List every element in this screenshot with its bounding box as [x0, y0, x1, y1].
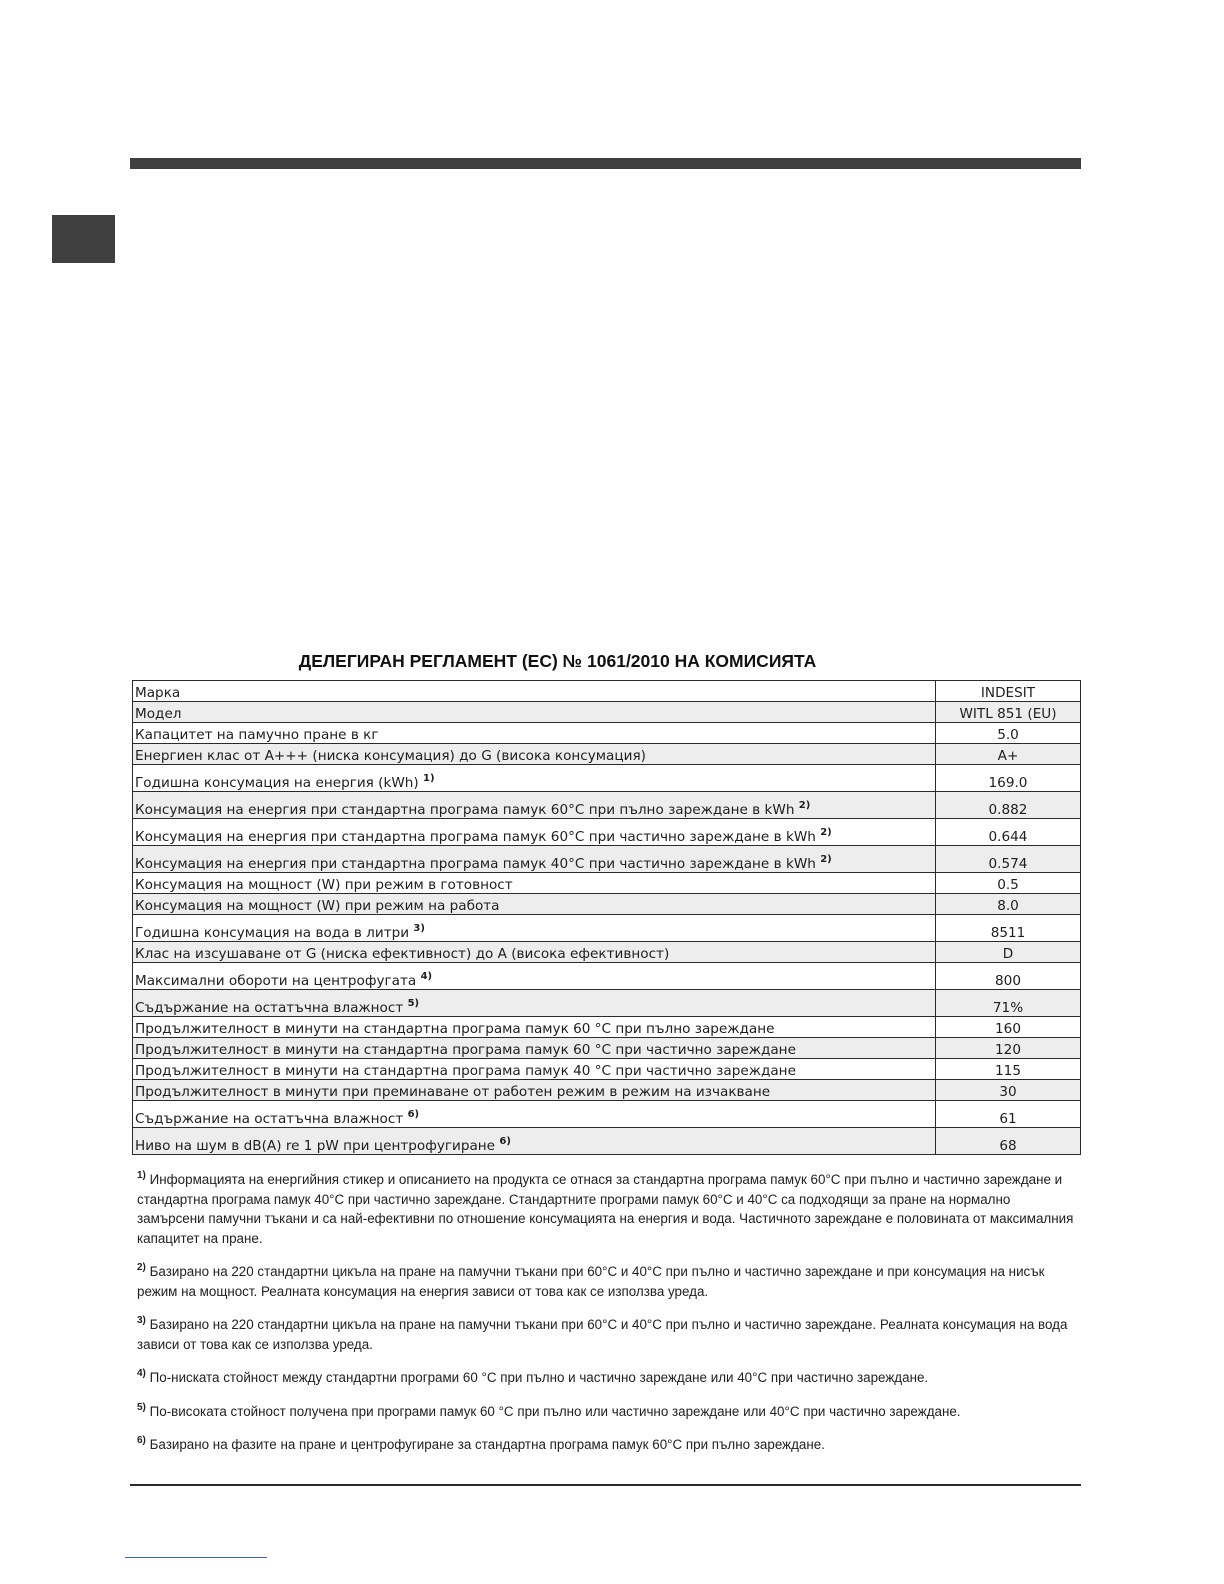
row-label-text: Марка — [135, 685, 181, 701]
footnote-ref: 5) — [407, 998, 420, 1009]
language-tab-marker — [52, 215, 115, 263]
row-value: 8.0 — [936, 894, 1081, 915]
table-row — [133, 1017, 1081, 1038]
row-value: A+ — [936, 744, 1081, 765]
table-row — [133, 819, 1081, 846]
footnote-ref: 2) — [820, 854, 832, 865]
table-row — [133, 894, 1081, 915]
footnote — [137, 1315, 1081, 1354]
row-label-text: Консумация на енергия при стандартна програма памук 40°C при частично зареждане в kWh — [135, 856, 816, 872]
footnote-ref: 6) — [407, 1109, 420, 1120]
row-label — [133, 846, 936, 873]
footnote-text: Базирано на 220 стандартни цикъла на пране на памучни тъкани при 60°C и 40°C при пълно и частично зареждане. Реалната консумация на вода зависи от това как се използва уреда. — [137, 1317, 1068, 1352]
row-value: 5.0 — [936, 723, 1081, 744]
row-label — [133, 792, 936, 819]
row-label-text: Ниво на шум в dB(A) re 1 pW при центрофугиране — [135, 1138, 496, 1154]
table-row — [133, 702, 1081, 723]
row-label — [133, 1101, 936, 1128]
row-label — [133, 915, 936, 942]
row-label-text: Клас на изсушаване от G (ниска ефективност) до A (висока ефективност) — [135, 946, 670, 962]
row-label — [133, 1017, 936, 1038]
row-label-text: Съдържание на остатъчна влажност — [135, 1000, 404, 1016]
footnote-ref: 3) — [413, 923, 425, 934]
table-row — [133, 873, 1081, 894]
row-value: 71% — [936, 990, 1081, 1017]
table-row — [133, 915, 1081, 942]
row-value: 169.0 — [936, 765, 1081, 792]
row-label-text: Годишна консумация на енергия (kWh) — [135, 775, 419, 791]
row-label — [133, 765, 936, 792]
row-label-text: Максимални обороти на центрофугата — [135, 973, 417, 989]
row-label-text: Продължителност в минути на стандартна програма памук 60 °C при частично зареждане — [135, 1042, 796, 1058]
table-row — [133, 1080, 1081, 1101]
row-label — [133, 894, 936, 915]
row-label — [133, 744, 936, 765]
footnote-text: Информацията на енергийния стикер и описанието на продукта се отнася за стандартна програма памук 60°C при пълно и частично зареждане и стандартна програма памук 40°C при частично зареждане. Стандартните програми памук 60°C и 40°C са подходящи за пране на нормално замърсени памучни тъкани и са най-ефективни по отношение консумацията на енергия и вода. Частичното зареждане е половината от максималния капацитет на пране. — [137, 1172, 1074, 1246]
row-label — [133, 702, 936, 723]
product-spec-table — [132, 680, 1081, 1155]
row-value: 8511 — [936, 915, 1081, 942]
row-value: 68 — [936, 1128, 1081, 1155]
footnote — [137, 1368, 1081, 1388]
footer-rule — [130, 1484, 1081, 1486]
header-rule — [130, 158, 1081, 169]
row-label — [133, 1038, 936, 1059]
footnote-text: Базирано на 220 стандартни цикъла на пране на памучни тъкани при 60°C и 40°C при пълно и частично зареждане и при консумация на нисък режим на мощност. Реалната консумация на енергия зависи от това как се използва уреда. — [137, 1264, 1045, 1299]
footnote-ref: 2) — [820, 827, 832, 838]
footnote-mark: 6) — [137, 1435, 146, 1446]
row-label-text: Консумация на енергия при стандартна програма памук 60°C при частично зареждане в kWh — [135, 829, 816, 845]
row-label-text: Енергиен клас от A+++ (ниска консумация) до G (висока консумация) — [135, 748, 646, 764]
table-row — [133, 963, 1081, 990]
footnote-mark: 1) — [137, 1170, 146, 1181]
row-label-text: Капацитет на памучно пране в кг — [135, 727, 379, 743]
footnote-text: Базирано на фазите на пране и центрофугиране за стандартна програма памук 60°C при пълно зареждане. — [149, 1437, 825, 1452]
row-label-text: Продължителност в минути при преминаване от работен режим в режим на изчакване — [135, 1084, 771, 1100]
footer-link-underline — [125, 1557, 267, 1558]
row-value: 0.882 — [936, 792, 1081, 819]
footnotes — [137, 1170, 1081, 1469]
footnote-text: По-ниската стойност между стандартни програми 60 °C при пълно и частично зареждане или 40°C при частично зареждане. — [149, 1370, 929, 1385]
row-label — [133, 873, 936, 894]
table-row — [133, 1038, 1081, 1059]
row-label — [133, 963, 936, 990]
row-label-text: Продължителност в минути на стандартна програма памук 40 °C при частично зареждане — [135, 1063, 796, 1079]
row-label-text: Консумация на мощност (W) при режим в готовност — [135, 877, 513, 893]
row-value: WITL 851 (EU) — [936, 702, 1081, 723]
row-value: 61 — [936, 1101, 1081, 1128]
row-value: 160 — [936, 1017, 1081, 1038]
footnote-ref: 6) — [499, 1136, 511, 1147]
row-label — [133, 723, 936, 744]
row-value: 0.644 — [936, 819, 1081, 846]
row-value: 120 — [936, 1038, 1081, 1059]
row-label — [133, 990, 936, 1017]
row-value: INDESIT — [936, 681, 1081, 702]
table-row — [133, 744, 1081, 765]
row-label — [133, 1128, 936, 1155]
row-label-text: Годишна консумация на вода в литри — [135, 925, 410, 941]
table-row — [133, 846, 1081, 873]
table-row — [133, 792, 1081, 819]
row-value: 30 — [936, 1080, 1081, 1101]
footnote — [137, 1435, 1081, 1455]
footnote-mark: 3) — [137, 1315, 146, 1326]
footnote-ref: 1) — [423, 773, 435, 784]
table-row — [133, 1128, 1081, 1155]
row-value: 800 — [936, 963, 1081, 990]
footnote-ref: 4) — [420, 971, 433, 982]
row-label-text: Съдържание на остатъчна влажност — [135, 1111, 404, 1127]
row-label — [133, 1080, 936, 1101]
footnote — [137, 1170, 1081, 1248]
table-row — [133, 942, 1081, 963]
row-label — [133, 942, 936, 963]
row-value: 0.574 — [936, 846, 1081, 873]
footnote-ref: 2) — [798, 800, 811, 811]
table-row — [133, 681, 1081, 702]
footnote-text: По-високата стойност получена при програми памук 60 °C при пълно или частично зареждане или 40°C при частично зареждане. — [149, 1403, 961, 1419]
row-label — [133, 681, 936, 702]
row-label — [133, 1059, 936, 1080]
table-row — [133, 1101, 1081, 1128]
row-label-text: Модел — [135, 706, 182, 722]
footnote — [137, 1262, 1081, 1301]
footnote-mark: 5) — [137, 1401, 146, 1413]
regulation-title: ДЕЛЕГИРАН РЕГЛАМЕНТ (ЕС) № 1061/2010 НА КОМИСИЯТА — [298, 651, 817, 671]
row-label-text: Продължителност в минути на стандартна програма памук 60 °C при пълно зареждане — [135, 1021, 775, 1037]
table-row — [133, 990, 1081, 1017]
row-value: 0.5 — [936, 873, 1081, 894]
footnote — [137, 1402, 1081, 1422]
table-row — [133, 1059, 1081, 1080]
row-label-text: Консумация на мощност (W) при режим на работа — [135, 898, 500, 914]
row-label — [133, 819, 936, 846]
table-row — [133, 765, 1081, 792]
row-value: 115 — [936, 1059, 1081, 1080]
row-value: D — [936, 942, 1081, 963]
footnote-mark: 4) — [137, 1368, 146, 1379]
table-row — [133, 723, 1081, 744]
footnote-mark: 2) — [137, 1262, 146, 1273]
row-label-text: Консумация на енергия при стандартна програма памук 60°C при пълно зареждане в kWh — [135, 802, 795, 818]
